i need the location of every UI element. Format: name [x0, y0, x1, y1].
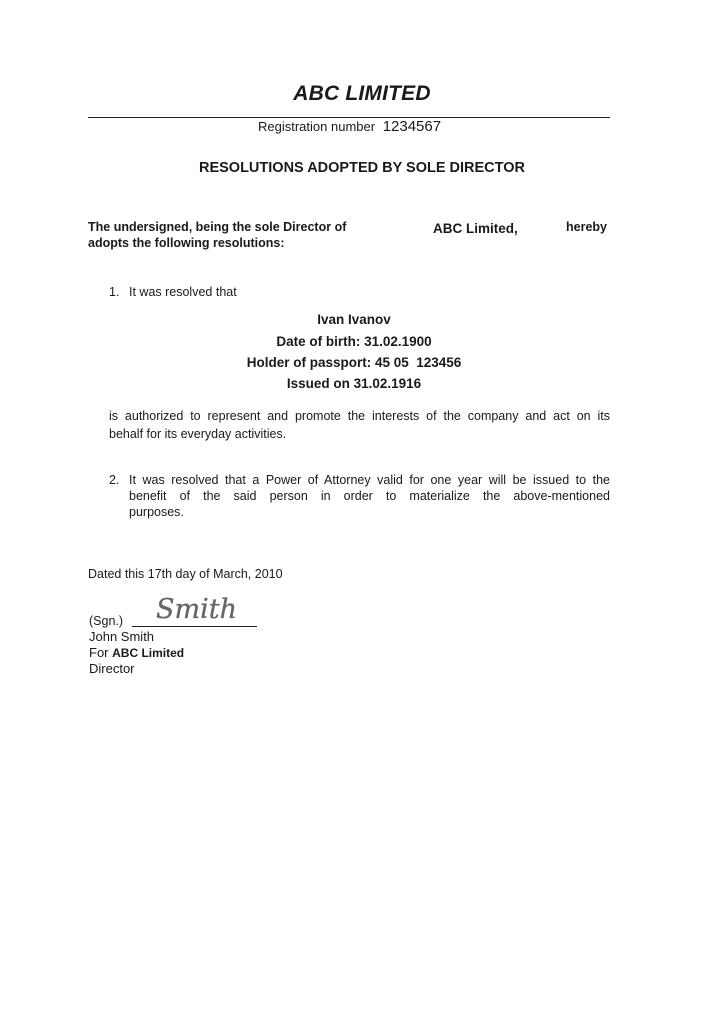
handwritten-signature [150, 588, 250, 628]
document-title: RESOLUTIONS ADOPTED BY SOLE DIRECTOR [198, 160, 526, 176]
signature-script: Smith [156, 594, 237, 625]
preamble-company: ABC Limited, [433, 221, 518, 236]
person-name: Ivan Ivanov [317, 312, 391, 327]
person-passport: Holder of passport: 45 05 123456 [246, 355, 462, 370]
for-line [89, 645, 184, 660]
preamble-line-2: adopts the following resolutions: [88, 236, 285, 250]
resolution-2-number: 2. [109, 473, 120, 487]
resolution-1-body-line-1: is authorized to represent and promote the interests of the company and act on its [109, 409, 610, 423]
registration-number: 1234567 [382, 118, 442, 135]
for-label: For [89, 645, 109, 660]
preamble-hereby: hereby [566, 220, 607, 234]
resolution-2-line-3: purposes. [129, 505, 184, 519]
sgn-label: (Sgn.) [89, 614, 124, 628]
dated-line: Dated this 17th day of March, 2010 [88, 567, 283, 581]
resolution-1-intro: It was resolved that [129, 285, 237, 299]
resolution-2-line-2: benefit of the said person in order to materialize the above-mentioned [129, 489, 610, 503]
registration-line [258, 118, 441, 135]
preamble-line-1: The undersigned, being the sole Director of [88, 220, 347, 234]
person-dob: Date of birth: 31.02.1900 [276, 334, 432, 349]
signature-rule [132, 626, 257, 627]
company-name: ABC LIMITED [293, 82, 431, 105]
resolution-1-number: 1. [109, 285, 120, 299]
resolution-1-body-line-2: behalf for its everyday activities. [109, 427, 287, 441]
registration-label: Registration number [258, 119, 376, 134]
resolution-2-line-1: It was resolved that a Power of Attorney valid for one year will be issued to the [129, 473, 610, 487]
signer-role: Director [89, 661, 135, 676]
signer-name: John Smith [89, 629, 155, 644]
for-company: ABC Limited [112, 646, 185, 660]
passport-issued: Issued on 31.02.1916 [286, 376, 422, 391]
